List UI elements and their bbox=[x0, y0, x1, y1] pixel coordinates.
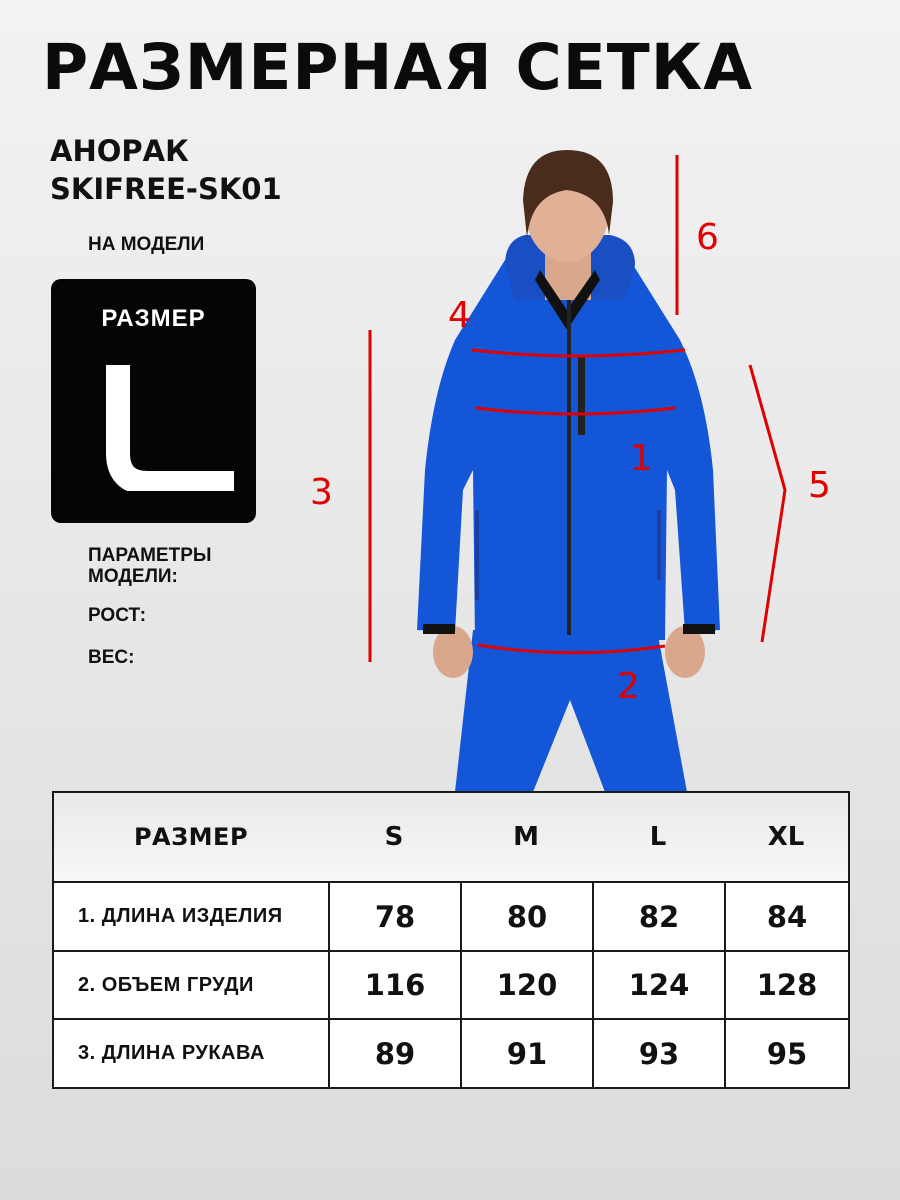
params-heading: ПАРАМЕТРЫ МОДЕЛИ: bbox=[88, 545, 212, 587]
table-cell: 89 bbox=[374, 1036, 416, 1071]
measure-label-5: 5 bbox=[808, 465, 831, 506]
table-cell: 91 bbox=[506, 1036, 548, 1071]
measure-label-4: 4 bbox=[448, 295, 471, 336]
header-size-label: РАЗМЕР bbox=[133, 823, 249, 851]
product-type: АНОРАК bbox=[50, 134, 189, 168]
on-model-label: НА МОДЕЛИ bbox=[88, 234, 205, 255]
table-cell: 78 bbox=[374, 899, 416, 934]
header-size-xl: XL bbox=[767, 822, 805, 852]
table-cell: 116 bbox=[364, 968, 426, 1002]
row-label-length: 1. ДЛИНА ИЗДЕЛИЯ bbox=[78, 905, 283, 927]
table-cell: 93 bbox=[638, 1036, 680, 1071]
measure-label-6: 6 bbox=[696, 217, 719, 258]
header-size-s: S bbox=[384, 822, 404, 852]
model-params bbox=[88, 545, 248, 668]
size-letter-l bbox=[106, 361, 236, 491]
table-cell: 120 bbox=[496, 968, 558, 1002]
table-cell: 84 bbox=[766, 899, 808, 934]
table-cell: 128 bbox=[756, 968, 818, 1002]
table-cell: 124 bbox=[628, 968, 690, 1002]
table-cell: 80 bbox=[506, 899, 548, 934]
model-height: РОСТ: bbox=[88, 605, 147, 626]
measure-line-5 bbox=[750, 365, 785, 642]
header-size-m: M bbox=[513, 822, 539, 852]
page-title: РАЗМЕРНАЯ СЕТКА bbox=[42, 31, 754, 104]
measure-label-1: 1 bbox=[630, 438, 653, 479]
size-table bbox=[52, 791, 850, 1089]
table-cell: 82 bbox=[638, 899, 680, 934]
header-size-l: L bbox=[649, 822, 667, 852]
model-size-label: РАЗМЕР bbox=[101, 305, 206, 332]
measure-label-2: 2 bbox=[617, 666, 640, 707]
model-photo bbox=[395, 140, 735, 792]
model-weight: ВЕС: bbox=[88, 647, 135, 668]
table-cell: 95 bbox=[766, 1036, 808, 1071]
size-table-header bbox=[54, 793, 848, 883]
row-label-sleeve: 3. ДЛИНА РУКАВА bbox=[78, 1042, 265, 1064]
product-model: SKIFREE-SK01 bbox=[50, 172, 282, 206]
model-size-badge bbox=[51, 279, 256, 523]
row-label-chest: 2. ОБЪЕМ ГРУДИ bbox=[78, 973, 254, 996]
measure-label-3: 3 bbox=[310, 472, 333, 513]
product-name bbox=[50, 132, 282, 208]
